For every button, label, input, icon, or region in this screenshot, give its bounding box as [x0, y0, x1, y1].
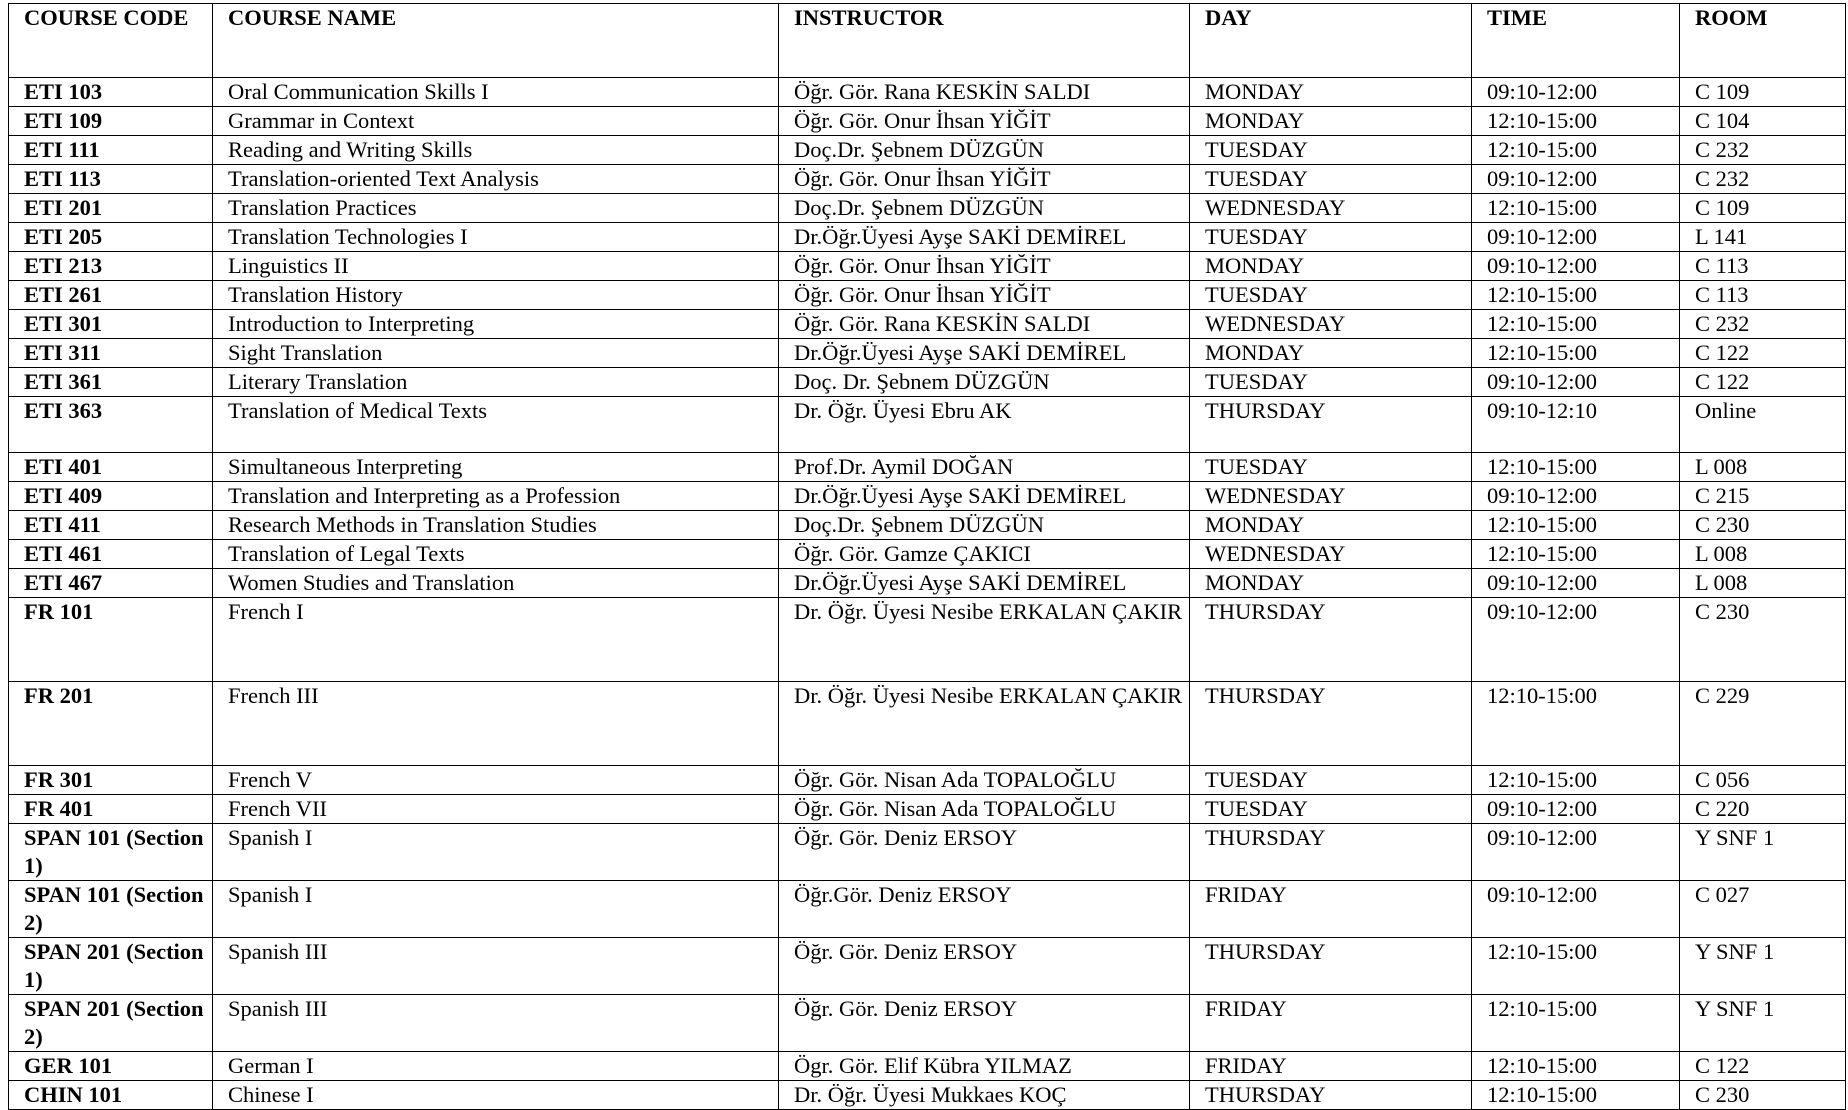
table-row [9, 252, 1846, 281]
course-code: ETI 301 [9, 310, 213, 339]
course-code: ETI 261 [9, 281, 213, 310]
course-code: ETI 113 [9, 165, 213, 194]
room: C 109 [1680, 78, 1846, 107]
course-name: French III [213, 682, 779, 766]
time: 09:10-12:00 [1472, 482, 1680, 511]
room: C 220 [1680, 795, 1846, 824]
header-row [9, 4, 1846, 78]
course-name: Translation-oriented Text Analysis [213, 165, 779, 194]
course-code: FR 101 [9, 598, 213, 682]
day: THURSDAY [1190, 824, 1472, 881]
time: 09:10-12:00 [1472, 252, 1680, 281]
instructor: Doç.Dr. Şebnem DÜZGÜN [779, 136, 1190, 165]
day: WEDNESDAY [1190, 540, 1472, 569]
day: WEDNESDAY [1190, 482, 1472, 511]
course-name: Spanish III [213, 938, 779, 995]
day: THURSDAY [1190, 682, 1472, 766]
room: C 232 [1680, 165, 1846, 194]
room: C 232 [1680, 310, 1846, 339]
course-name: Translation History [213, 281, 779, 310]
instructor: Öğr. Gör. Deniz ERSOY [779, 995, 1190, 1052]
course-code: SPAN 201 (Section 1) [9, 938, 213, 995]
course-code: ETI 363 [9, 397, 213, 453]
header-time: TIME [1472, 4, 1680, 78]
table-row [9, 795, 1846, 824]
day: TUESDAY [1190, 281, 1472, 310]
time: 09:10-12:00 [1472, 598, 1680, 682]
room: C 113 [1680, 252, 1846, 281]
course-name: Spanish III [213, 995, 779, 1052]
day: MONDAY [1190, 569, 1472, 598]
time: 12:10-15:00 [1472, 540, 1680, 569]
instructor: Öğr. Gör. Nisan Ada TOPALOĞLU [779, 766, 1190, 795]
instructor: Prof.Dr. Aymil DOĞAN [779, 453, 1190, 482]
course-name: Translation Practices [213, 194, 779, 223]
course-code: ETI 205 [9, 223, 213, 252]
time: 12:10-15:00 [1472, 453, 1680, 482]
day: FRIDAY [1190, 995, 1472, 1052]
room: C 122 [1680, 339, 1846, 368]
room: C 027 [1680, 881, 1846, 938]
day: MONDAY [1190, 78, 1472, 107]
course-name: Spanish I [213, 881, 779, 938]
instructor: Doç. Dr. Şebnem DÜZGÜN [779, 368, 1190, 397]
course-name: German I [213, 1052, 779, 1081]
room: C 113 [1680, 281, 1846, 310]
course-code: ETI 411 [9, 511, 213, 540]
room: C 215 [1680, 482, 1846, 511]
header-course-code: COURSE CODE [9, 4, 213, 78]
instructor: Doç.Dr. Şebnem DÜZGÜN [779, 194, 1190, 223]
course-name: Sight Translation [213, 339, 779, 368]
course-name: Linguistics II [213, 252, 779, 281]
table-row [9, 881, 1846, 938]
course-code: ETI 461 [9, 540, 213, 569]
table-row [9, 165, 1846, 194]
course-code: ETI 409 [9, 482, 213, 511]
time: 12:10-15:00 [1472, 766, 1680, 795]
room: C 229 [1680, 682, 1846, 766]
day: TUESDAY [1190, 766, 1472, 795]
table-row [9, 569, 1846, 598]
course-name: Research Methods in Translation Studies [213, 511, 779, 540]
table-row [9, 540, 1846, 569]
table-row [9, 482, 1846, 511]
course-name: Women Studies and Translation [213, 569, 779, 598]
instructor: Dr.Öğr.Üyesi Ayşe SAKİ DEMİREL [779, 339, 1190, 368]
table-row [9, 766, 1846, 795]
time: 12:10-15:00 [1472, 938, 1680, 995]
instructor: Dr. Öğr. Üyesi Nesibe ERKALAN ÇAKIR [779, 598, 1190, 682]
table-row [9, 1081, 1846, 1110]
time: 12:10-15:00 [1472, 682, 1680, 766]
table-row [9, 938, 1846, 995]
course-name: Oral Communication Skills I [213, 78, 779, 107]
instructor: Dr. Öğr. Üyesi Mukkaes KOÇ [779, 1081, 1190, 1110]
course-code: ETI 361 [9, 368, 213, 397]
course-name: Translation and Interpreting as a Profession [213, 482, 779, 511]
time: 09:10-12:00 [1472, 223, 1680, 252]
instructor: Dr.Öğr.Üyesi Ayşe SAKİ DEMİREL [779, 223, 1190, 252]
room: C 230 [1680, 1081, 1846, 1110]
header-room: ROOM [1680, 4, 1846, 78]
table-row [9, 281, 1846, 310]
time: 12:10-15:00 [1472, 136, 1680, 165]
room: L 141 [1680, 223, 1846, 252]
course-name: French VII [213, 795, 779, 824]
course-code: SPAN 201 (Section 2) [9, 995, 213, 1052]
day: THURSDAY [1190, 938, 1472, 995]
day: MONDAY [1190, 252, 1472, 281]
course-code: ETI 103 [9, 78, 213, 107]
room: Y SNF 1 [1680, 938, 1846, 995]
instructor: Öğr. Gör. Deniz ERSOY [779, 824, 1190, 881]
course-code: ETI 111 [9, 136, 213, 165]
time: 12:10-15:00 [1472, 1052, 1680, 1081]
course-code: FR 401 [9, 795, 213, 824]
time: 12:10-15:00 [1472, 995, 1680, 1052]
day: MONDAY [1190, 107, 1472, 136]
instructor: Öğr. Gör. Nisan Ada TOPALOĞLU [779, 795, 1190, 824]
day: TUESDAY [1190, 136, 1472, 165]
day: TUESDAY [1190, 453, 1472, 482]
header-instructor: INSTRUCTOR [779, 4, 1190, 78]
course-code: ETI 213 [9, 252, 213, 281]
instructor: Dr.Öğr.Üyesi Ayşe SAKİ DEMİREL [779, 482, 1190, 511]
day: THURSDAY [1190, 397, 1472, 453]
time: 12:10-15:00 [1472, 310, 1680, 339]
instructor: Doç.Dr. Şebnem DÜZGÜN [779, 511, 1190, 540]
table-row [9, 223, 1846, 252]
course-name: Translation of Medical Texts [213, 397, 779, 453]
time: 09:10-12:00 [1472, 368, 1680, 397]
time: 12:10-15:00 [1472, 339, 1680, 368]
course-code: ETI 467 [9, 569, 213, 598]
course-code: ETI 109 [9, 107, 213, 136]
table-row [9, 339, 1846, 368]
course-name: Translation of Legal Texts [213, 540, 779, 569]
day: FRIDAY [1190, 1052, 1472, 1081]
table-row [9, 453, 1846, 482]
table-row [9, 397, 1846, 453]
room: C 230 [1680, 511, 1846, 540]
room: C 122 [1680, 1052, 1846, 1081]
table-row [9, 824, 1846, 881]
room: C 230 [1680, 598, 1846, 682]
room: C 122 [1680, 368, 1846, 397]
day: MONDAY [1190, 511, 1472, 540]
day: FRIDAY [1190, 881, 1472, 938]
instructor: Öğr. Gör. Onur İhsan YİĞİT [779, 281, 1190, 310]
room: C 109 [1680, 194, 1846, 223]
course-name: French V [213, 766, 779, 795]
course-name: Literary Translation [213, 368, 779, 397]
table-row [9, 995, 1846, 1052]
header-day: DAY [1190, 4, 1472, 78]
course-code: GER 101 [9, 1052, 213, 1081]
instructor: Öğr. Gör. Onur İhsan YİĞİT [779, 252, 1190, 281]
instructor: Öğr. Gör. Rana KESKİN SALDI [779, 78, 1190, 107]
course-code: SPAN 101 (Section 2) [9, 881, 213, 938]
day: MONDAY [1190, 339, 1472, 368]
time: 12:10-15:00 [1472, 281, 1680, 310]
table-row [9, 136, 1846, 165]
time: 12:10-15:00 [1472, 107, 1680, 136]
time: 09:10-12:00 [1472, 881, 1680, 938]
course-code: FR 301 [9, 766, 213, 795]
instructor: Ögr. Gör. Elif Kübra YILMAZ [779, 1052, 1190, 1081]
time: 09:10-12:00 [1472, 165, 1680, 194]
room: C 056 [1680, 766, 1846, 795]
instructor: Öğr. Gör. Onur İhsan YİĞİT [779, 165, 1190, 194]
course-name: Simultaneous Interpreting [213, 453, 779, 482]
header-course-name: COURSE NAME [213, 4, 779, 78]
day: TUESDAY [1190, 165, 1472, 194]
course-name: Spanish I [213, 824, 779, 881]
room: Online [1680, 397, 1846, 453]
course-schedule-table [8, 3, 1846, 1110]
instructor: Öğr. Gör. Onur İhsan YİĞİT [779, 107, 1190, 136]
day: THURSDAY [1190, 1081, 1472, 1110]
course-code: CHIN 101 [9, 1081, 213, 1110]
table-row [9, 598, 1846, 682]
course-code: SPAN 101 (Section 1) [9, 824, 213, 881]
course-code: FR 201 [9, 682, 213, 766]
table-row [9, 310, 1846, 339]
time: 09:10-12:00 [1472, 824, 1680, 881]
course-name: Grammar in Context [213, 107, 779, 136]
room: L 008 [1680, 540, 1846, 569]
instructor: Dr.Öğr.Üyesi Ayşe SAKİ DEMİREL [779, 569, 1190, 598]
room: L 008 [1680, 453, 1846, 482]
day: WEDNESDAY [1190, 194, 1472, 223]
course-code: ETI 311 [9, 339, 213, 368]
course-name: Introduction to Interpreting [213, 310, 779, 339]
course-name: Reading and Writing Skills [213, 136, 779, 165]
table-row [9, 107, 1846, 136]
course-code: ETI 201 [9, 194, 213, 223]
time: 09:10-12:00 [1472, 569, 1680, 598]
instructor: Öğr. Gör. Deniz ERSOY [779, 938, 1190, 995]
day: THURSDAY [1190, 598, 1472, 682]
instructor: Öğr. Gör. Rana KESKİN SALDI [779, 310, 1190, 339]
time: 12:10-15:00 [1472, 1081, 1680, 1110]
room: L 008 [1680, 569, 1846, 598]
instructor: Dr. Öğr. Üyesi Ebru AK [779, 397, 1190, 453]
table-row [9, 511, 1846, 540]
time: 09:10-12:00 [1472, 795, 1680, 824]
course-name: French I [213, 598, 779, 682]
table-row [9, 368, 1846, 397]
time: 12:10-15:00 [1472, 194, 1680, 223]
course-name: Translation Technologies I [213, 223, 779, 252]
day: WEDNESDAY [1190, 310, 1472, 339]
room: Y SNF 1 [1680, 995, 1846, 1052]
time: 12:10-15:00 [1472, 511, 1680, 540]
table-row [9, 194, 1846, 223]
instructor: Öğr.Gör. Deniz ERSOY [779, 881, 1190, 938]
time: 09:10-12:10 [1472, 397, 1680, 453]
day: TUESDAY [1190, 795, 1472, 824]
room: Y SNF 1 [1680, 824, 1846, 881]
day: TUESDAY [1190, 223, 1472, 252]
room: C 104 [1680, 107, 1846, 136]
course-name: Chinese I [213, 1081, 779, 1110]
room: C 232 [1680, 136, 1846, 165]
instructor: Öğr. Gör. Gamze ÇAKICI [779, 540, 1190, 569]
table-row [9, 682, 1846, 766]
table-row [9, 1052, 1846, 1081]
day: TUESDAY [1190, 368, 1472, 397]
table-row [9, 78, 1846, 107]
course-code: ETI 401 [9, 453, 213, 482]
instructor: Dr. Öğr. Üyesi Nesibe ERKALAN ÇAKIR [779, 682, 1190, 766]
time: 09:10-12:00 [1472, 78, 1680, 107]
